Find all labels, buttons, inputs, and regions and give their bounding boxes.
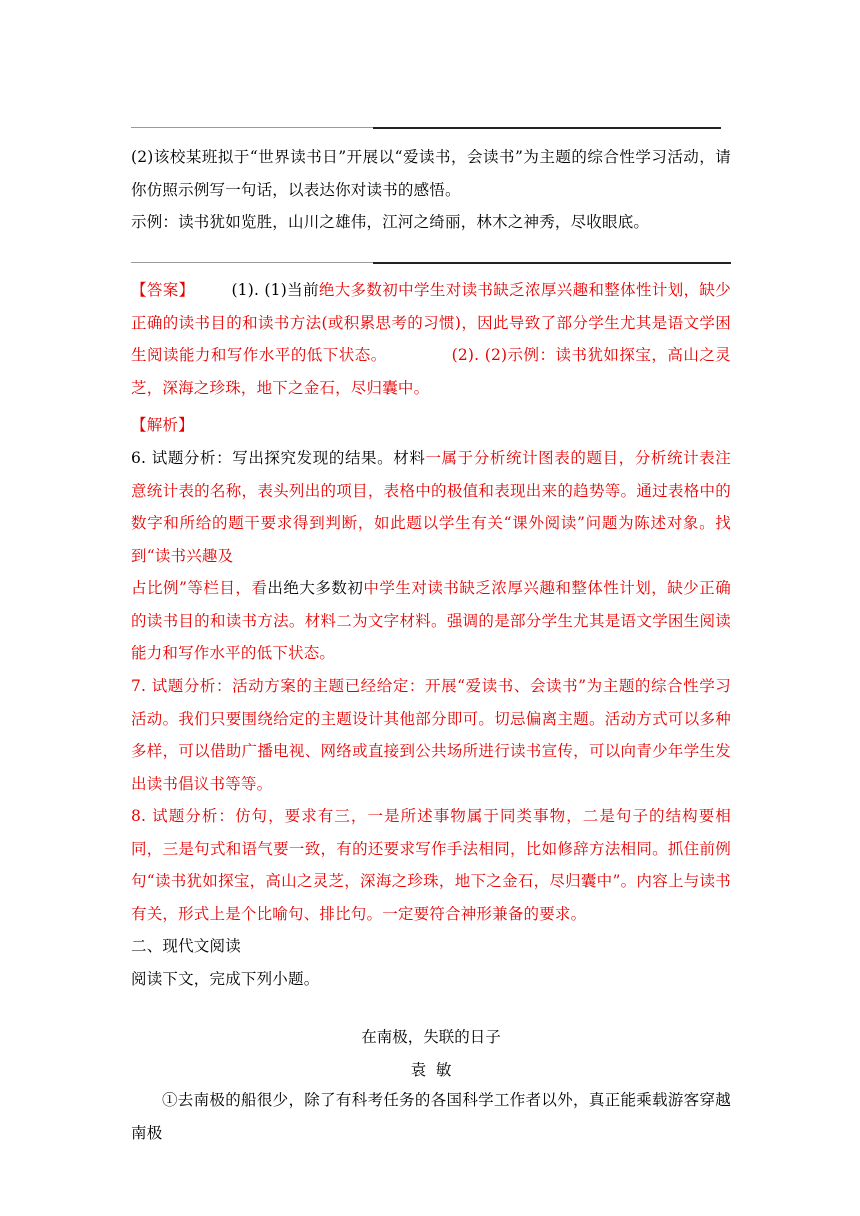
analysis-item-6	[131, 442, 731, 572]
item-8-lead: 8. 试题分析：仿句，要求有三，一是所述事	[131, 807, 451, 825]
analysis-item-6-cont	[131, 572, 731, 670]
question-2-text-cont: 你仿照示例写一句话，以表达你对读书的感悟。	[131, 180, 461, 199]
article-paragraph-1	[131, 1084, 731, 1149]
question-block	[131, 141, 731, 239]
analysis-tag: 【解析】	[131, 416, 194, 434]
item-6-lead: 6. 试题分析：写出探究发现的结果。材料	[131, 449, 426, 467]
answer-1-lead: (1). (1)当前	[231, 281, 319, 299]
item-6-body: 一属于分析统计图表的题目，分析统计表注意统计表的名称，表头列出的项目，表格中的极值和表现出来的趋势等。通过表格中的数字和所给的题干要求得到判断，如此题以学生有关“课外阅读”问题为陈述对象。找到“读书兴趣及	[131, 449, 731, 565]
middle-rule-heavy	[373, 262, 731, 264]
article-author: 袁 敏	[410, 1061, 452, 1079]
example-sentence: 示例：读书犹如览胜，山川之雄伟，江河之绮丽，林木之神秀，尽收眼底。	[131, 213, 650, 231]
paragraph-1-text: ①去南极的船很少，除了有科考任务的各国科学工作者以外，真正能乘载游客穿越南极	[131, 1091, 731, 1142]
article-title: 在南极，失联的日子	[361, 1028, 501, 1046]
answer-2-text: (2). (2)示例：读书犹如探宝，高山之灵芝，深海之珍珠，地下之金石，尽归囊中。	[131, 346, 731, 397]
top-rule-heavy	[373, 127, 721, 129]
answer-block	[131, 274, 731, 404]
middle-rule-thin	[131, 262, 373, 263]
answer-1-text: 绝大多数初中学生对读书缺乏浓厚兴趣和整体性计划，缺少正确的读书目的和读书方法(或积累思考的习惯)，因此导致了部分学生尤其是语文学困生阅读能力和写作水平的低下状态。	[131, 281, 731, 364]
item-6-body-3: 出绝大多数初	[267, 579, 364, 597]
analysis-item-7: 7. 试题分析：活动方案的主题已经给定：开展“爱读书、会读书”为主题的综合性学习活动。我们只要围绕给定的主题设计其他部分即可。切忌偏离主题。活动方式可以多种多样，可以借助广播电视、网络或直接到公共场所进行读书宣传，可以向青少年学生发出读书倡议书等等。	[131, 677, 731, 793]
question-2-text: (2)该校某班拟于“世界读书日”开展以“爱读书，会读书”为主题的综合性学习活动，请	[131, 148, 731, 166]
section-instruction: 阅读下文，完成下列小题。	[131, 970, 320, 988]
item-6-body-2: 占比例”等栏目，看	[131, 579, 268, 597]
answer-tag: 【答案】	[131, 281, 195, 299]
section-heading: 二、现代文阅读	[131, 937, 241, 955]
analysis-item-8	[131, 800, 731, 930]
top-rule-thin	[131, 127, 373, 128]
item-6-body-4: 中学生对读书缺乏浓厚兴趣和整体性计划，缺少正确的读书目的和读书方法。材料二为文字材料。强调的是部分学生尤其是语文学困生阅读能力和写作水平的低下状态。	[131, 579, 731, 662]
item-8-body: 物属于同类事物，二是句子的结构要相同，三是句式和语气要一致，有的还要求写作手法相同，比如修辞方法相同。抓住前例句“读书犹如探宝，高山之灵芝，深海之珍珠，地下之金石，尽归囊中”。内容上与读书有关，形式上是个比喻句、排比句。一定要符合神形兼备的要求。	[131, 807, 731, 923]
